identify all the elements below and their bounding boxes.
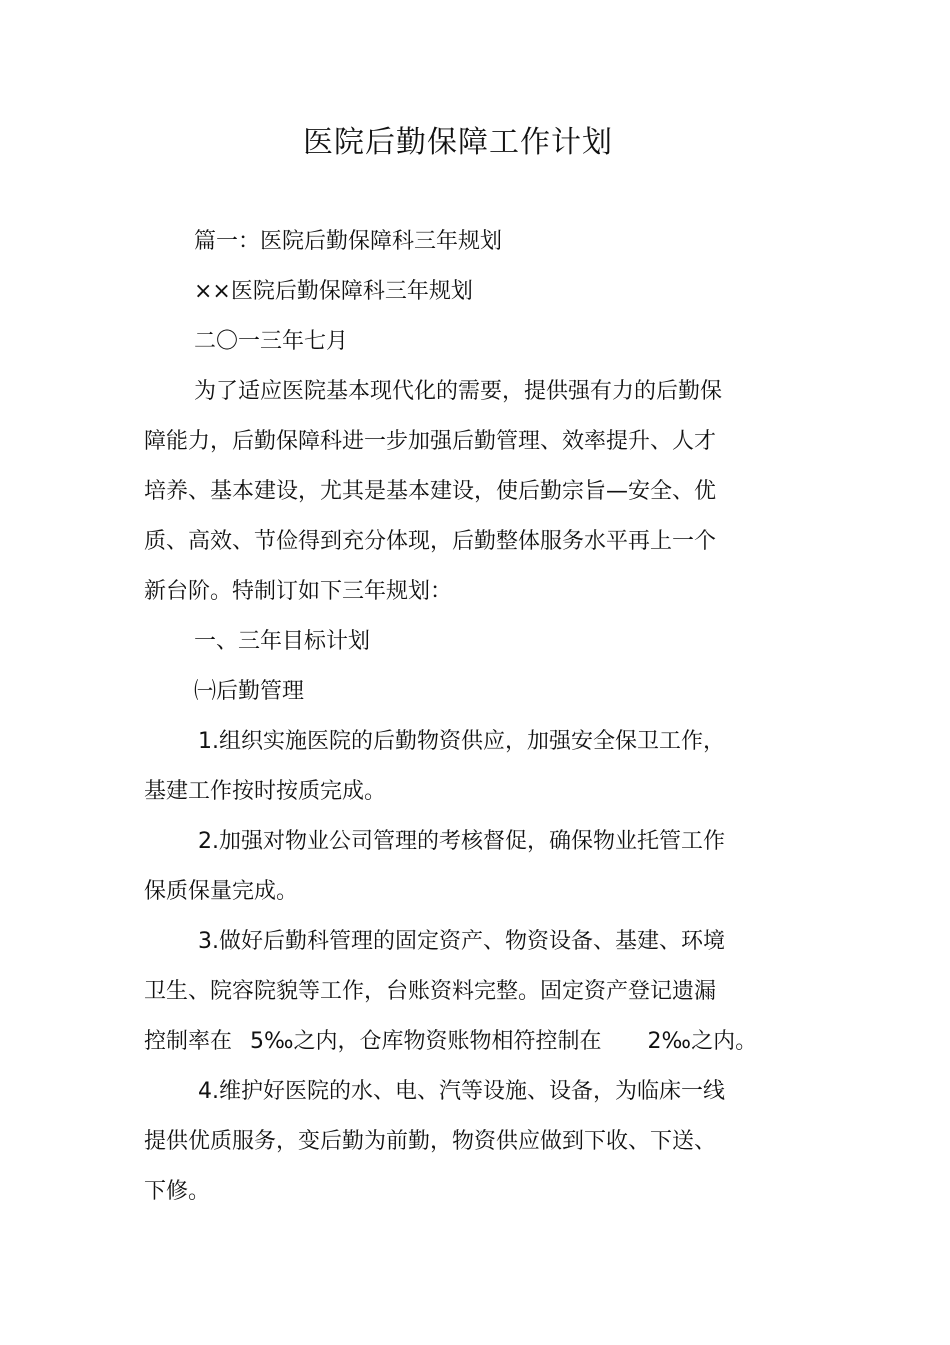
list-item-line: 1.组织实施医院的后勤物资供应，加强安全保卫工作， <box>198 729 725 754</box>
document-body <box>144 217 758 1217</box>
section-heading: 一、三年目标计划 <box>194 629 371 654</box>
list-item-line: 4.维护好医院的水、电、汽等设施、设备，为临床一线 <box>198 1079 725 1104</box>
paragraph-line: 为了适应医院基本现代化的需要，提供强有力的后勤保 <box>194 379 723 404</box>
list-item-line: 下修。 <box>144 1179 211 1204</box>
list-item-line: 卫生、院容院貌等工作，台账资料完整。固定资产登记遗漏 <box>144 979 717 1004</box>
section-heading: 篇一：医院后勤保障科三年规划 <box>194 229 503 254</box>
paragraph-line: 培养、基本建设，尤其是基本建设，使后勤宗旨—安全、优 <box>144 479 717 504</box>
list-item-line: 提供优质服务，变后勤为前勤，物资供应做到下收、下送、 <box>144 1129 717 1154</box>
list-item-line <box>144 1017 758 1067</box>
list-item-line: 3.做好后勤科管理的固定资产、物资设备、基建、环境 <box>198 929 725 954</box>
paragraph-line: 障能力，后勤保障科进一步加强后勤管理、效率提升、人才 <box>144 429 717 454</box>
subsection-heading: ㈠后勤管理 <box>194 679 305 704</box>
line-part: 2‰之内。 <box>647 1029 758 1054</box>
line-part: 5‰之内，仓库物资账物相符控制在 <box>250 1029 602 1054</box>
plan-name: ××医院后勤保障科三年规划 <box>194 279 473 304</box>
line-part: 控制率在 <box>144 1029 233 1054</box>
paragraph-line: 新台阶。特制订如下三年规划： <box>144 579 453 604</box>
document-title: 医院后勤保障工作计划 <box>303 125 613 160</box>
paragraph-line: 质、高效、节俭得到充分体现，后勤整体服务水平再上一个 <box>144 529 717 554</box>
list-item-line: 2.加强对物业公司管理的考核督促，确保物业托管工作 <box>198 829 725 854</box>
list-item-line: 基建工作按时按质完成。 <box>144 779 387 804</box>
plan-date: 二〇一三年七月 <box>194 329 349 354</box>
list-item-line: 保质保量完成。 <box>144 879 299 904</box>
